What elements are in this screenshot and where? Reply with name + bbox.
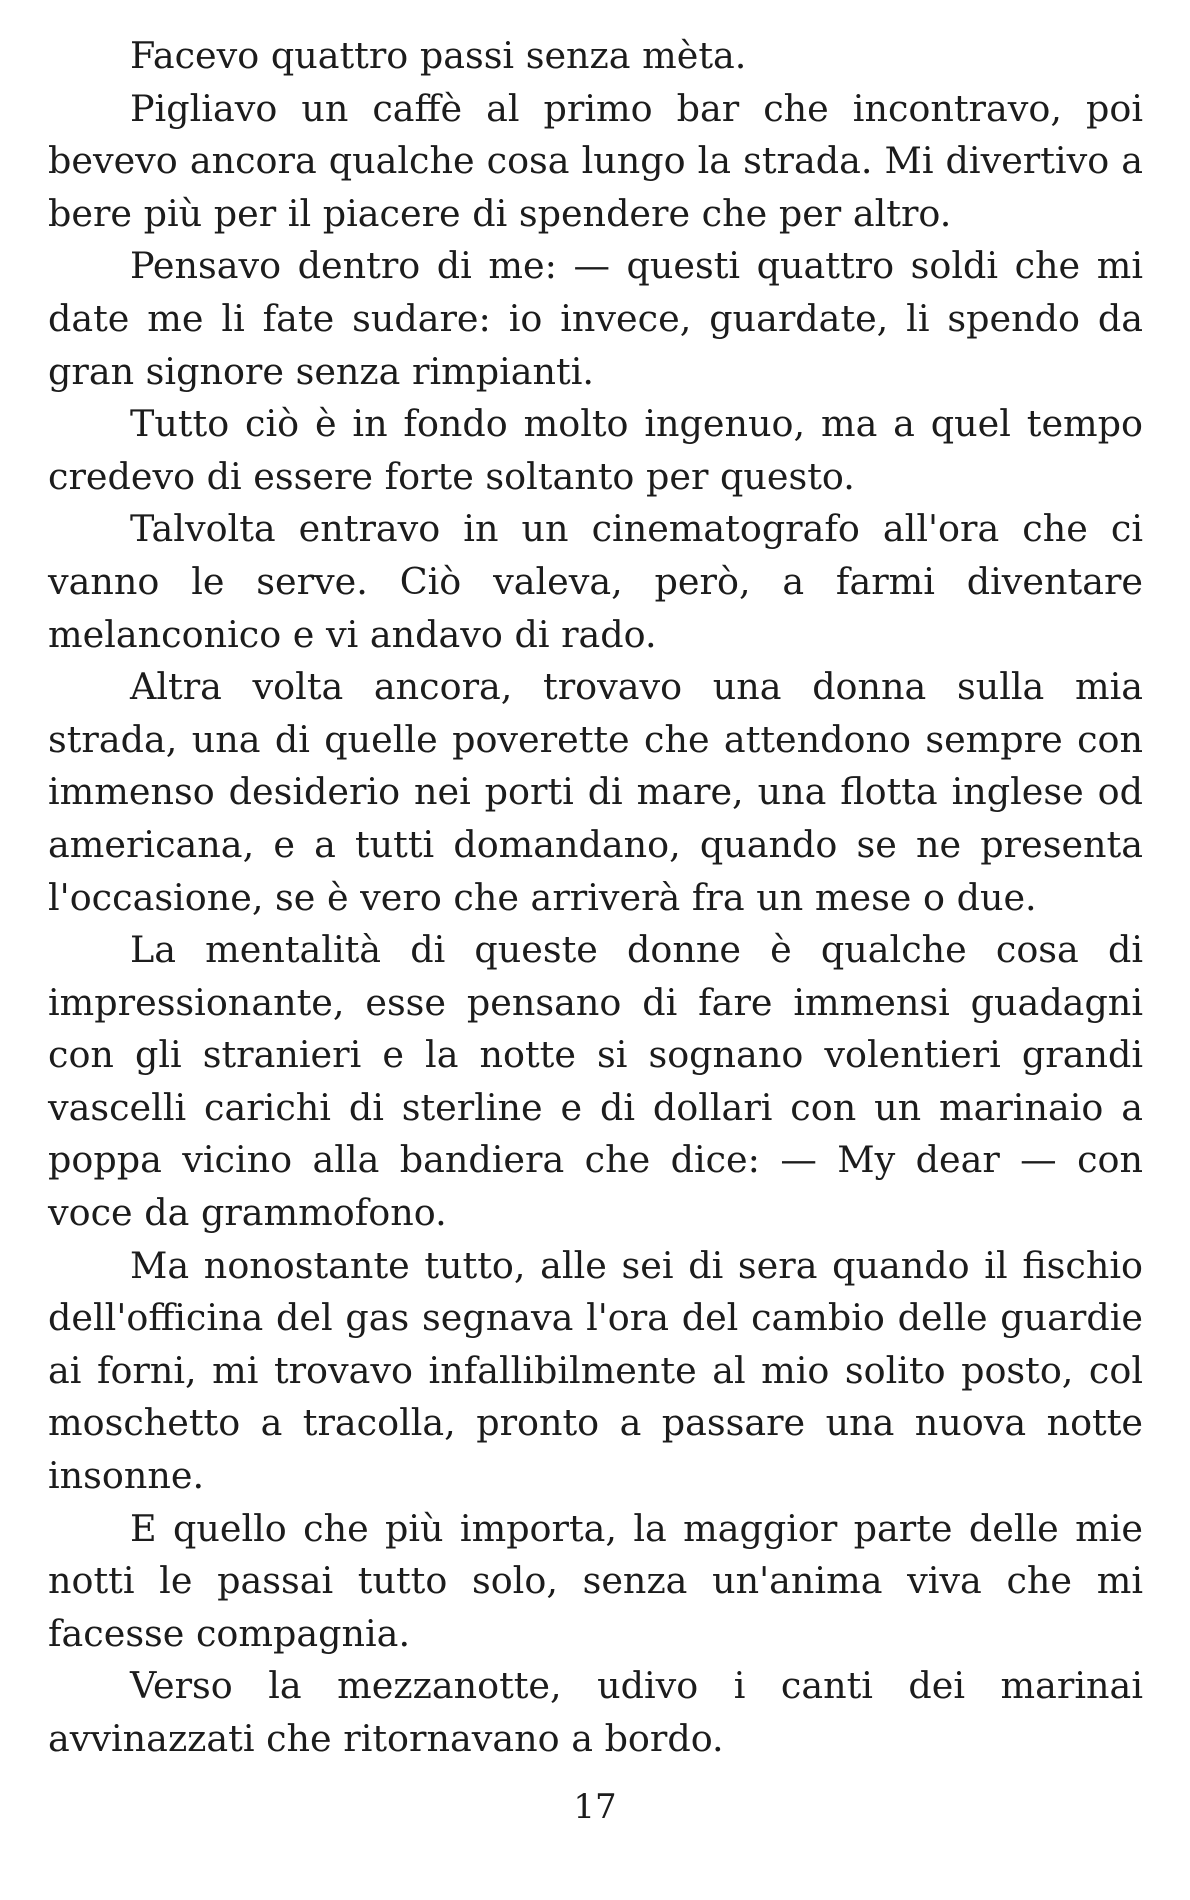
paragraph-7: La mentalità di queste donne è qualche cosa di impressionante, esse pensano di fare immensi guadagni con gli stranieri e la notte si sognano volentieri grandi vascelli carichi di sterline e di dollari con un marinaio a poppa vicino alla bandiera che dice: — My dear — con voce da grammofono. [48, 928, 1143, 1235]
paragraph-10: Verso la mezzanotte, udivo i canti dei marinai avvinazzati che ritornavano a bordo. [48, 1664, 1143, 1760]
page-number: 17 [573, 1787, 617, 1827]
paragraph-6: Altra volta ancora, trovavo una donna sulla mia strada, una di quelle poverette che attendono sempre con immenso desiderio nei porti di mare, una flotta inglese od americana, e a tutti domandano, quando se ne presenta l'occasione, se è vero che arriverà fra un mese o due. [48, 665, 1143, 919]
paragraph-4: Tutto ciò è in fondo molto ingenuo, ma a quel tempo credevo di essere forte soltanto per questo. [48, 402, 1143, 498]
paragraph-1: Facevo quattro passi senza mèta. [130, 34, 747, 77]
paragraph-5: Talvolta entravo in un cinematografo all'ora che ci vanno le serve. Ciò valeva, però, a farmi diventare melanconico e vi andavo di rado. [48, 507, 1143, 656]
page-body [48, 30, 1143, 1766]
paragraph-8: Ma nonostante tutto, alle sei di sera quando il fischio dell'officina del gas segnava l'ora del cambio delle guardie ai forni, mi trovavo infallibilmente al mio solito posto, col moschetto a tracolla, pronto a passare una nuova notte insonne. [48, 1243, 1143, 1498]
paragraph-2: Pigliavo un caffè al primo bar che incontravo, poi bevevo ancora qualche cosa lungo la strada. Mi divertivo a bere più per il piacere di spendere che per altro. [48, 86, 1143, 235]
paragraph-9: E quello che più importa, la maggior parte delle mie notti le passai tutto solo, senza un'anima viva che mi facesse compagnia. [48, 1506, 1143, 1655]
paragraph-3: Pensavo dentro di me: — questi quattro soldi che mi date me li fate sudare: io invece, guardate, li spendo da gran signore senza rimpianti. [48, 244, 1143, 393]
